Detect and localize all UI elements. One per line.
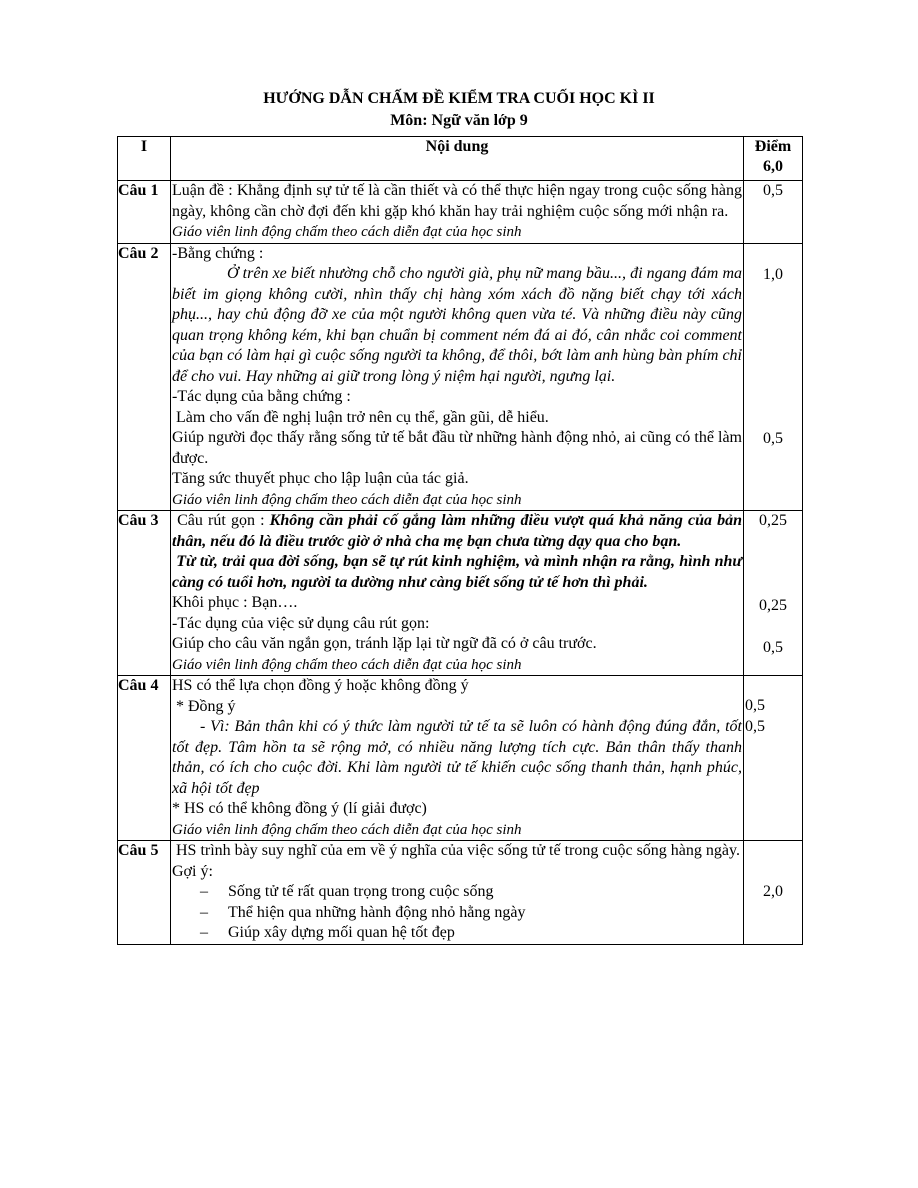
table-row-q3 [118,511,803,676]
q3-intro: Câu rút gọn : [172,512,270,529]
grading-table [117,136,803,945]
q1-thesis: Luận đề : Khẳng định sự tử tế là cần thiết và có thể thực hiện ngay trong cuộc sống hàng ngày, không cần chờ đợi đến khi gặp khó khăn hay trải nghiệm cuộc sống mới nhận ra. [172,182,742,220]
header-content: Nội dung [171,137,744,181]
grader-note: Giáo viên linh động chấm theo cách diễn đạt của học sinh [172,821,522,838]
dash-bullet: – [200,883,208,900]
answer-content [171,243,744,511]
question-label: Câu 3 [118,511,171,676]
q3-sentence-1: Không cần phải cố gắng làm những điều vượt quá khả năng của bản thân, nếu đó là điều trước giờ ở nhà cha mẹ bạn chưa từng dạy qua cho bạn. [172,512,743,550]
grader-note: Giáo viên linh động chấm theo cách diễn đạt của học sinh [172,656,522,673]
table-row-q5 [118,841,803,945]
q2-effect-3: Tăng sức thuyết phục cho lập luận của tác giả. [172,470,469,487]
q2-evidence-text: Ở trên xe biết nhường chỗ cho người già, phụ nữ mang bầu..., đi ngang đám ma biết im giọng không cười, nhìn thấy chị hàng xóm xách đồ nặng biết chạy tới xách phụ..., hay chủ động đỡ xe của một người không quen vừa té. Và những điều này cũng quan trọng không kém, khi bạn chuẩn bị comment ném đá ai đó, cân nhắc coi comment của bạn có làm hại gì cuộc sống người ta không, để thôi, bớt làm anh hùng bàn phím chỉ để cho vui. Hay những ai giữ trong lòng ý niệm hại người, ngưng lại. [172,265,742,385]
q3-effect-label: -Tác dụng của việc sử dụng câu rút gọn: [172,614,430,632]
q3-restore: Khôi phục : Bạn…. [172,594,298,611]
question-label: Câu 2 [118,243,171,511]
score-value: 0,5 [745,717,765,735]
score-value: 0,5 [763,639,783,656]
score-cell [744,676,803,841]
answer-content [171,676,744,841]
score-value: 0,25 [759,512,787,529]
q4-agree: * Đồng ý [172,697,236,715]
q2-effect-2: Giúp người đọc thấy rằng sống tử tế bắt đầu từ những hành động nhỏ, ai cũng có thể làm được. [172,429,742,467]
q4-disagree: * HS có thể không đồng ý (lí giải được) [172,800,427,817]
score-value: 0,5 [763,182,783,199]
score-cell [744,243,803,511]
table-header-row [118,137,803,181]
list-item [172,923,742,944]
table-row-q4 [118,676,803,841]
question-label: Câu 4 [118,676,171,841]
answer-content [171,841,744,945]
dash-bullet: – [200,903,208,921]
list-item [172,903,742,924]
header-section: I [118,137,171,181]
page-title: HƯỚNG DẪN CHẤM ĐỀ KIỂM TRA CUỐI HỌC KÌ II [263,90,655,107]
header-score [744,137,803,181]
q2-effect-1: Làm cho vấn đề nghị luận trở nên cụ thể, gần gũi, dễ hiểu. [172,408,549,426]
grader-note: Giáo viên linh động chấm theo cách diễn đạt của học sinh [172,491,522,508]
score-cell [744,181,803,244]
score-value: 0,5 [763,430,783,447]
answer-content [171,181,744,244]
header-score-total: 6,0 [763,158,783,175]
header-score-label: Điểm [754,138,792,155]
q5-bullet-2: Thể hiện qua những hành động nhỏ hằng ngày [228,903,526,921]
score-cell [744,511,803,676]
grader-note: Giáo viên linh động chấm theo cách diễn đạt của học sinh [172,224,522,240]
score-value: 0,5 [745,697,765,714]
q5-bullet-1: Sống tử tế rất quan trọng trong cuộc sống [228,883,494,900]
q5-bullet-3: Giúp xây dựng mối quan hệ tốt đẹp [228,924,455,941]
question-label: Câu 5 [118,841,171,945]
q5-intro: HS trình bày suy nghĩ của em về ý nghĩa của việc sống tử tế trong cuộc sống hàng ngày. [172,842,740,859]
q3-effect-text: Giúp cho câu văn ngắn gọn, tránh lặp lại từ ngữ đã có ở câu trước. [172,635,597,652]
score-value: 2,0 [763,883,783,900]
list-item [172,882,742,903]
q4-reason: - Vì: Bản thân khi có ý thức làm người tử tế ta sẽ luôn có hành động đúng đắn, tốt tốt đẹp. Tâm hồn ta sẽ rộng mở, có nhiều năng lượng tích cực. Bản thân thấy thanh thản, có ích cho cuộc đời. Khi làm người tử tế khiến cuộc sống thanh thản, hạnh phúc, xã hội tốt đẹp [172,718,742,797]
answer-content [171,511,747,676]
score-cell [744,841,803,945]
q4-intro: HS có thể lựa chọn đồng ý hoặc không đồng ý [172,677,469,694]
q2-evidence-label: -Bằng chứng : [172,244,264,262]
q5-hint-label: Gợi ý: [172,862,213,880]
q2-effect-label: -Tác dụng của bằng chứng : [172,388,351,405]
score-value: 0,25 [759,596,787,614]
dash-bullet: – [200,924,208,941]
page-subtitle: Môn: Ngữ văn lớp 9 [390,112,528,129]
q3-sentence-2: Từ từ, trải qua đời sống, bạn sẽ tự rút kinh nghiệm, và mình nhận ra rằng, hình như càng có tuổi hơn, người ta dường như càng biết sống tử tế hơn thì phải. [172,553,747,591]
table-row-q1 [118,181,803,244]
table-row-q2 [118,243,803,511]
question-label: Câu 1 [118,181,171,244]
score-value: 1,0 [763,265,783,283]
